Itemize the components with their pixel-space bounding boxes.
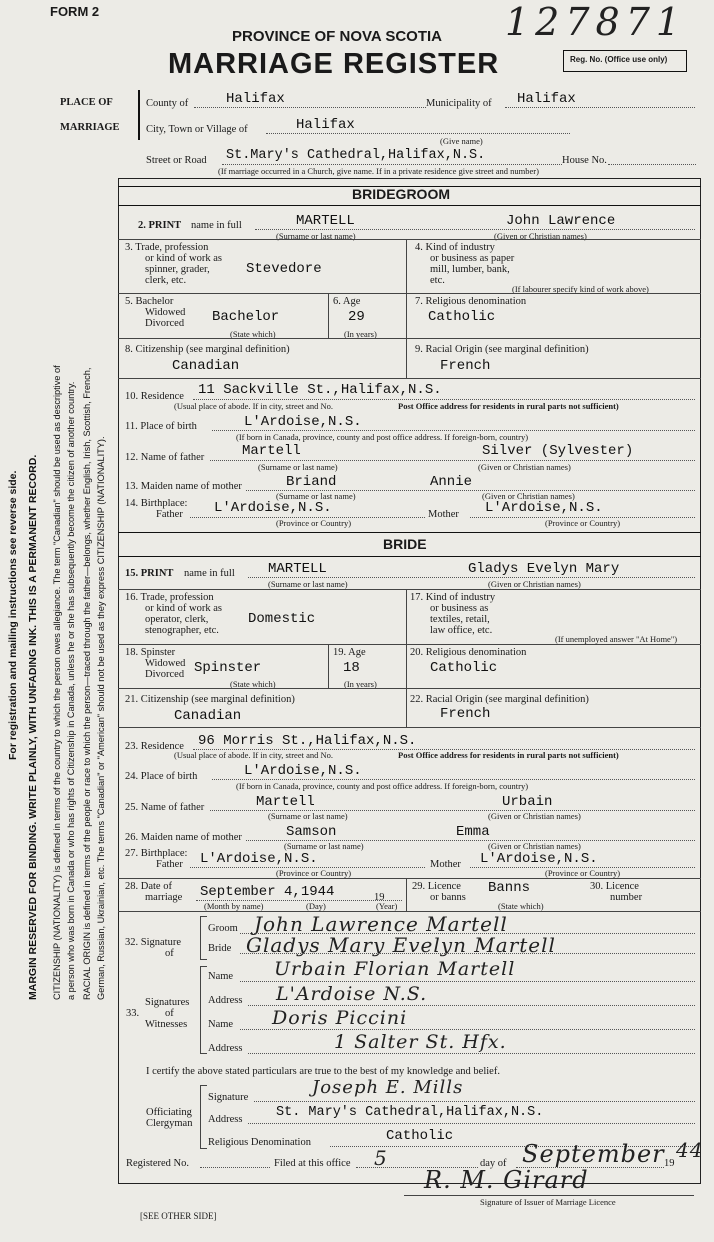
witness-bracket: [200, 966, 207, 1054]
w2-name-line: [240, 1029, 695, 1030]
clergy-address: St. Mary's Cathedral,Halifax,N.S.: [276, 1105, 544, 1120]
f16-label-1: 16. Trade, profession: [125, 592, 214, 603]
f10-label: 10. Residence: [125, 391, 184, 402]
municipality-label: Municipality of: [426, 98, 492, 109]
f33-label: 33.: [126, 1008, 140, 1019]
handwritten-register-number: 127871: [505, 0, 687, 44]
col-divider-1920: [406, 644, 407, 688]
f14-prov-note-2: (Province or Country): [545, 518, 621, 528]
col-divider-67: [406, 293, 407, 338]
f11-note: (If born in Canada, province, county and post office address. If foreign-born, country): [236, 432, 529, 442]
f24-label: 24. Place of birth: [125, 771, 198, 782]
f27-father: Father: [156, 859, 183, 870]
f12-surname-note: (Surname or last name): [258, 462, 338, 472]
margin-line-4: a person who was born in Canada or who has rights of Citizenship in Canada, unless he or she has subsequently become the citizen of another country.: [66, 381, 76, 1000]
f18-label-3: Divorced: [145, 669, 185, 680]
house-line: [608, 164, 696, 165]
place-heading-2: MARRIAGE: [60, 122, 120, 133]
f4-note: (If labourer specify kind of work above): [512, 284, 649, 294]
f14-label: 14. Birthplace:: [125, 498, 188, 509]
groom-trade: Stevedore: [246, 261, 322, 277]
f3-label-2: or kind of work as: [145, 253, 222, 264]
street-line: [222, 164, 562, 165]
witness-label-3: Witnesses: [145, 1019, 188, 1030]
county-value: Halifax: [226, 91, 285, 107]
clergy-sig-line: [254, 1101, 695, 1102]
margin-line-5: RACIAL ORIGIN is defined in terms of the people or race to which the person—traced through the father—belongs, whether English, Irish, Scottish, French,: [82, 367, 92, 1000]
margin-line-3: CITIZENSHIP (NATIONALITY) is defined in terms of the country to which the person owes allegiance. The term "Canadian" should be used as descriptive of: [52, 365, 62, 1000]
form-number: FORM 2: [50, 4, 100, 19]
issuer-line: [404, 1195, 694, 1196]
groom-signature: John Lawrence Martell: [254, 912, 508, 936]
f27-mother: Mother: [430, 859, 461, 870]
city-label: City, Town or Village of: [146, 124, 248, 135]
f17-label-1: 17. Kind of industry: [410, 592, 496, 603]
f26-label: 26. Maiden name of mother: [125, 832, 242, 843]
groom-mother-birth: L'Ardoise,N.S.: [485, 500, 603, 516]
bride-birthplace: L'Ardoise,N.S.: [244, 763, 362, 779]
bride-religion: Catholic: [430, 660, 498, 676]
groom-heading: BRIDEGROOM: [352, 186, 450, 202]
f20-label: 20. Religious denomination: [410, 647, 527, 658]
certify-text: I certify the above stated particulars are true to the best of my knowledge and belief.: [146, 1066, 500, 1077]
place-heading-1: PLACE OF: [60, 97, 113, 108]
f12-given-note: (Given or Christian names): [478, 462, 571, 472]
f10-note-b: Post Office address for residents in rural parts not sufficient): [398, 401, 619, 411]
marriage-date: September 4,1944: [200, 884, 335, 900]
w1-name-word: Name: [208, 971, 234, 982]
f27-prov-note-1: (Province or Country): [276, 868, 352, 878]
bride-band-top: [118, 532, 701, 533]
f15-given-note: (Given or Christian names): [488, 579, 581, 589]
f17-label-3: textiles, retail,: [430, 614, 490, 625]
f32-label-1: 32. Signature: [125, 937, 181, 948]
f28-month-note: (Month by name): [204, 901, 264, 911]
issuer-note: Signature of Issuer of Marriage Licence: [480, 1197, 616, 1207]
bride-surname: MARTELL: [268, 561, 327, 577]
bride-residence: 96 Morris St.,Halifax,N.S.: [198, 733, 417, 749]
groom-racial: French: [440, 358, 491, 374]
bride-given: Gladys Evelyn Mary: [468, 561, 620, 577]
col-divider-34: [406, 239, 407, 293]
groom-given: John Lawrence: [506, 213, 616, 229]
f2-label: name in full: [191, 220, 242, 231]
f2-line: [255, 229, 695, 230]
clergy-address-line: [248, 1123, 695, 1124]
bride-racial: French: [440, 706, 491, 722]
f14-mother: Mother: [428, 509, 459, 520]
bride-mother-surname: Samson: [286, 824, 337, 840]
groom-sig-line: [240, 933, 695, 934]
f6-in-years: (In years): [344, 329, 377, 339]
registered-label: Registered No.: [126, 1158, 189, 1169]
f22-label: 22. Racial Origin (see marginal definition): [410, 694, 589, 705]
witness1-name: Urbain Florian Martell: [274, 958, 516, 980]
row-line-d: [118, 378, 701, 379]
see-other-side: [SEE OTHER SIDE]: [140, 1211, 217, 1221]
f29-label-2: or banns: [430, 892, 466, 903]
f5-label-2: Widowed: [145, 307, 186, 318]
groom-religion: Catholic: [428, 309, 496, 325]
f2-given-note: (Given or Christian names): [494, 231, 587, 241]
f4-label-2: or business as paper: [430, 253, 515, 264]
f12-label: 12. Name of father: [125, 452, 205, 463]
witness-label-1: Signatures: [145, 997, 190, 1008]
f2-label-bold: 2. PRINT: [138, 220, 182, 231]
row-line-f: [118, 644, 701, 645]
clergy-signature: Joseph E. Mills: [312, 1077, 464, 1098]
groom-residence: 11 Sackville St.,Halifax,N.S.: [198, 382, 442, 398]
f4-label-1: 4. Kind of industry: [415, 242, 495, 253]
groom-band-bottom: [118, 205, 701, 206]
bride-age: 18: [343, 660, 360, 676]
f12-line: [210, 460, 695, 461]
f30-label-2: number: [610, 892, 643, 903]
bride-father-surname: Martell: [256, 794, 315, 810]
bride-trade: Domestic: [248, 611, 316, 627]
f30-label-1: 30. Licence: [590, 881, 639, 892]
groom-status: Bachelor: [212, 309, 280, 325]
f5-state-which: (State which): [230, 329, 276, 339]
clergy-address-word: Address: [208, 1114, 243, 1125]
witness2-address: 1 Salter St. Hfx.: [334, 1031, 507, 1053]
groom-mother-surname: Briand: [286, 474, 337, 490]
filed-label: Filed at this office: [274, 1158, 351, 1169]
witness1-address: L'Ardoise N.S.: [276, 983, 428, 1005]
f3-label-4: clerk, etc.: [145, 275, 187, 286]
filed-month: September: [522, 1140, 665, 1168]
col-divider-1617: [406, 589, 407, 644]
groom-birthplace: L'Ardoise,N.S.: [244, 414, 362, 430]
f16-label-4: stenographer, etc.: [145, 625, 219, 636]
day-of-label: day of: [480, 1158, 507, 1169]
clergy-denomination: Catholic: [386, 1128, 454, 1144]
f26-given-note: (Given or Christian names): [488, 841, 581, 851]
city-line: [266, 133, 570, 134]
f15-label-bold: 15. PRINT: [125, 568, 174, 579]
give-name-note: (Give name): [440, 136, 483, 146]
bride-heading: BRIDE: [383, 536, 427, 552]
row-line-e: [118, 589, 701, 590]
f8-label: 8. Citizenship (see marginal definition): [125, 344, 290, 355]
f25-surname-note: (Surname or last name): [268, 811, 348, 821]
f14-father: Father: [156, 509, 183, 520]
row-line-g: [118, 688, 701, 689]
witness2-name: Doris Piccini: [272, 1007, 408, 1029]
county-label: County of: [146, 98, 189, 109]
bride-mother-given: Emma: [456, 824, 490, 840]
f25-given-note: (Given or Christian names): [488, 811, 581, 821]
f13-label: 13. Maiden name of mother: [125, 481, 242, 492]
groom-word: Groom: [208, 923, 238, 934]
f10-note-a: (Usual place of abode. If in city, street and No.: [174, 401, 334, 411]
filed-year: 44: [676, 1138, 704, 1162]
f19-in-years: (In years): [344, 679, 377, 689]
col-divider-56: [328, 293, 329, 338]
f15-label: name in full: [184, 568, 235, 579]
f14-prov-note-1: (Province or Country): [276, 518, 352, 528]
clergy-signature-word: Signature: [208, 1092, 249, 1103]
f5-label-3: Divorced: [145, 318, 185, 329]
margin-line-2: MARGIN RESERVED FOR BINDING. WRITE PLAINLY, WITH UNFADING INK. THIS IS A PERMANENT RECORD.: [27, 454, 39, 1000]
municipality-line: [505, 107, 695, 108]
f24-line: [212, 779, 695, 780]
bride-status: Spinster: [194, 660, 262, 676]
groom-father-surname: Martell: [242, 443, 301, 459]
filed-nineteen: 19: [664, 1158, 675, 1169]
w2-address-line: [248, 1053, 695, 1054]
groom-mother-given: Annie: [430, 474, 473, 490]
f16-label-2: or kind of work as: [145, 603, 222, 614]
f4-label-4: etc.: [430, 275, 445, 286]
street-note: (If marriage occurred in a Church, give name. If in a private residence give street and number): [218, 166, 539, 176]
bride-sig-line: [240, 953, 695, 954]
f13-given-note: (Given or Christian names): [482, 491, 575, 501]
issuer-signature: R. M. Girard: [424, 1166, 589, 1194]
f13-surname-note: (Surname or last name): [276, 491, 356, 501]
w1-address-line: [248, 1005, 695, 1006]
banns-value: Banns: [488, 880, 531, 896]
province-heading: PROVINCE OF NOVA SCOTIA: [232, 28, 443, 45]
f5-label-1: 5. Bachelor: [125, 296, 174, 307]
bride-father-birth: L'Ardoise,N.S.: [200, 851, 318, 867]
f15-surname-note: (Surname or last name): [268, 579, 348, 589]
bride-mother-birth: L'Ardoise,N.S.: [480, 851, 598, 867]
clergy-label-1: Officiating: [146, 1107, 192, 1118]
clergy-denomination-word: Religious Denomination: [208, 1137, 311, 1148]
f9-label: 9. Racial Origin (see marginal definition): [415, 344, 589, 355]
f25-label: 25. Name of father: [125, 802, 205, 813]
f4-label-3: mill, lumber, bank,: [430, 264, 510, 275]
f10-line: [193, 399, 695, 400]
row-line-h: [118, 727, 701, 728]
municipality-value: Halifax: [517, 91, 576, 107]
groom-surname: MARTELL: [296, 213, 355, 229]
filed-day: 5: [374, 1146, 388, 1170]
groom-citizenship: Canadian: [172, 358, 240, 374]
street-label: Street or Road: [146, 155, 207, 166]
f3-label-1: 3. Trade, profession: [125, 242, 209, 253]
f29-label-1: 29. Licence: [412, 881, 461, 892]
witness-label-2: of: [165, 1008, 174, 1019]
f18-label-2: Widowed: [145, 658, 186, 669]
bride-band-bottom: [118, 556, 701, 557]
f27-label: 27. Birthplace:: [125, 848, 188, 859]
f6-label: 6. Age: [333, 296, 361, 307]
f21-label: 21. Citizenship (see marginal definition): [125, 694, 295, 705]
f11-line: [212, 430, 695, 431]
f16-label-3: operator, clerk,: [145, 614, 209, 625]
house-label: House No.: [562, 155, 607, 166]
f17-label-4: law office, etc.: [430, 625, 493, 636]
f28-label-2: marriage: [145, 892, 183, 903]
f24-note: (If born in Canada, province, county and post office address. If foreign-born, country): [236, 781, 529, 791]
f23-note-a: (Usual place of abode. If in city, street and No.: [174, 750, 334, 760]
bride-signature: Gladys Mary Evelyn Martell: [246, 933, 556, 957]
f28-label-1: 28. Date of: [125, 881, 172, 892]
f32-label-2: of: [165, 948, 174, 959]
groom-age: 29: [348, 309, 365, 325]
col-divider-1819: [328, 644, 329, 688]
bride-citizenship: Canadian: [174, 708, 242, 724]
bride-father-given: Urbain: [502, 794, 553, 810]
w1-address-word: Address: [208, 995, 243, 1006]
marriage-nineteen: 19: [374, 892, 385, 903]
col-divider-2122: [406, 688, 407, 727]
margin-line-6: German, Russian, Ukrainian, etc. The terms "Canadian" or "American" should not be used as they express CITIZENSHIP (NATIONALITY).: [96, 436, 106, 1000]
f27-prov-note-2: (Province or Country): [545, 868, 621, 878]
margin-line-1: For registration and mailing instructions see reverse side.: [7, 470, 19, 760]
f28-day-note: (Day): [306, 901, 326, 911]
row-line-b: [118, 293, 701, 294]
row-line-c: [118, 338, 701, 339]
row-line-i: [118, 878, 701, 879]
street-value: St.Mary's Cathedral,Halifax,N.S.: [226, 148, 486, 163]
groom-father-birth: L'Ardoise,N.S.: [214, 500, 332, 516]
f23-note-b: Post Office address for residents in rural parts not sufficient): [398, 750, 619, 760]
f2-surname-note: (Surname or last name): [276, 231, 356, 241]
f26-surname-note: (Surname or last name): [284, 841, 364, 851]
f29-state-which: (State which): [498, 901, 544, 911]
w2-name-word: Name: [208, 1019, 234, 1030]
clergy-label-2: Clergyman: [146, 1118, 193, 1129]
page-title: MARRIAGE REGISTER: [168, 48, 500, 80]
f3-label-3: spinner, grader,: [145, 264, 210, 275]
w2-address-word: Address: [208, 1043, 243, 1054]
county-line: [194, 107, 426, 108]
f32-bracket: [200, 916, 207, 960]
f28-year-note: (Year): [376, 901, 398, 911]
w1-name-line: [240, 981, 695, 982]
groom-father-given: Silver (Sylvester): [482, 443, 634, 459]
bride-word: Bride: [208, 943, 232, 954]
f17-label-2: or business as: [430, 603, 489, 614]
f11-label: 11. Place of birth: [125, 421, 197, 432]
city-value: Halifax: [296, 117, 355, 133]
f18-label-1: 18. Spinster: [125, 647, 176, 658]
f17-note: (If unemployed answer "At Home"): [555, 634, 678, 644]
registered-line: [200, 1167, 270, 1168]
clergy-bracket: [200, 1085, 207, 1149]
f19-label: 19. Age: [333, 647, 366, 658]
f15-line: [248, 577, 695, 578]
f7-label: 7. Religious denomination: [415, 296, 527, 307]
reg-no-box-label: Reg. No. (Office use only): [570, 55, 668, 64]
place-bracket: [138, 90, 140, 140]
col-divider-89: [406, 338, 407, 378]
row-line-a: [118, 239, 701, 240]
f23-label: 23. Residence: [125, 741, 184, 752]
f18-state-which: (State which): [230, 679, 276, 689]
col-divider-2829: [406, 878, 407, 911]
